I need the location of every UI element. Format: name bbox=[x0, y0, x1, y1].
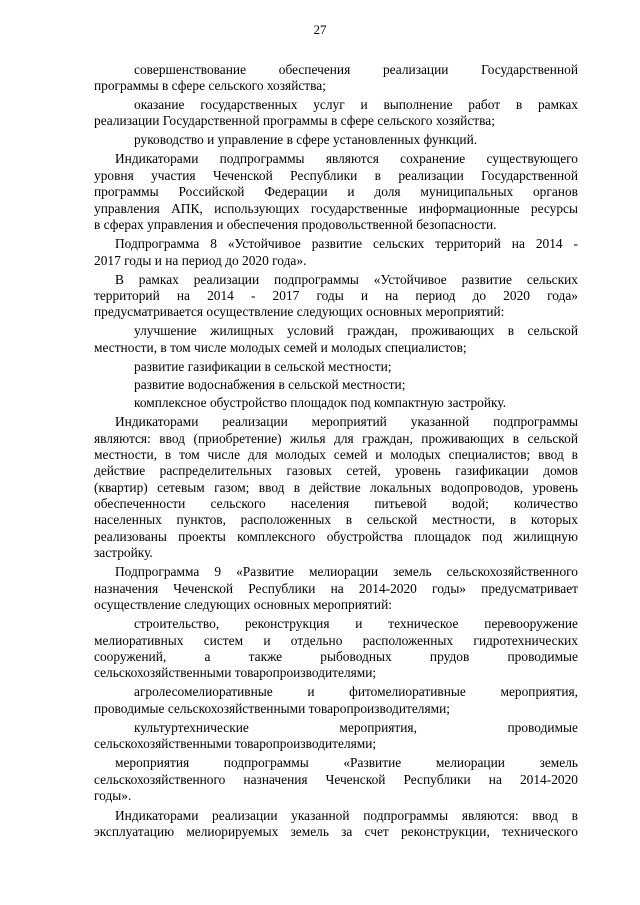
text-line: комплексное обустройство площадок под компактную застройку. bbox=[134, 395, 507, 410]
text-line: Подпрограмма 8 «Устойчивое развитие сельских территорий на 2014 - bbox=[115, 236, 578, 251]
text-line: реализованы проекты комплексного обустройства площадок под жилищную bbox=[94, 529, 578, 544]
text-line: агролесомелиоративные и фитомелиоративные мероприятия, bbox=[134, 684, 578, 699]
text-line: 2017 годы и на период до 2020 года». bbox=[94, 253, 307, 268]
text-line: строительство, реконструкция и техническое перевооружение bbox=[134, 616, 578, 631]
text-line: населенных пунктов, расположенных в сельской местности, в которых bbox=[94, 512, 578, 527]
text-line: местности, в том числе молодых семей и молодых специалистов; bbox=[94, 340, 467, 355]
text-line: оказание государственных услуг и выполнение работ в рамках bbox=[134, 97, 578, 112]
text-line: Индикаторами реализации мероприятий указанной подпрограммы bbox=[115, 414, 578, 429]
text-line: являются: ввод (приобретение) жилья для граждан, проживающих в сельской bbox=[94, 431, 578, 446]
text-line: сельскохозяйственными товаропроизводителями; bbox=[94, 665, 377, 680]
text-line: осуществление следующих основных мероприятий: bbox=[94, 597, 392, 612]
text-line: программы в сфере сельского хозяйства; bbox=[94, 78, 326, 93]
text-line: сооружений, а также рыбоводных прудов проводимые bbox=[94, 649, 578, 664]
text-line: реализации Государственной программы в сфере сельского хозяйства; bbox=[94, 113, 495, 128]
text-line: сельскохозяйственными товаропроизводителями; bbox=[94, 736, 377, 751]
text-line: мелиоративных систем и отдельно расположенных гидротехнических bbox=[94, 633, 578, 648]
text-line: назначения Чеченской Республики на 2014-2020 годы» предусматривает bbox=[94, 581, 578, 596]
text-line: застройку. bbox=[94, 545, 153, 560]
text-line: развитие газификации в сельской местности; bbox=[134, 359, 392, 374]
text-line: действие распределительных газовых сетей, уровень газификации домов bbox=[94, 463, 578, 478]
text-line: мероприятия подпрограммы «Развитие мелиорации земель bbox=[115, 755, 578, 770]
text-line: совершенствование обеспечения реализации Государственной bbox=[134, 62, 578, 77]
text-line: в сферах управления и обеспечения продовольственной безопасности. bbox=[94, 217, 497, 232]
text-line: Подпрограмма 9 «Развитие мелиорации земель сельскохозяйственного bbox=[115, 564, 578, 579]
text-line: управления АПК, использующих государственные информационные ресурсы bbox=[94, 201, 578, 216]
text-line: В рамках реализации подпрограммы «Устойчивое развитие сельских bbox=[115, 272, 578, 287]
page-number: 27 bbox=[313, 22, 327, 37]
text-line: (квартир) сетевым газом; ввод в действие локальных водопроводов, уровень bbox=[94, 480, 578, 495]
text-line: обеспеченности сельского населения питьевой водой; количество bbox=[94, 496, 578, 511]
text-line: программы Российской Федерации и доля муниципальных органов bbox=[94, 184, 578, 199]
text-line: развитие водоснабжения в сельской местности; bbox=[134, 377, 406, 392]
text-line: предусматривается осуществление следующих основных мероприятий: bbox=[94, 304, 505, 319]
text-line: территорий на 2014 - 2017 годы и на период до 2020 года» bbox=[94, 288, 578, 303]
text-line: годы». bbox=[94, 788, 132, 803]
text-line: уровня участия Чеченской Республики в реализации Государственной bbox=[94, 168, 578, 183]
text-line: эксплуатацию мелиорируемых земель за счет реконструкции, технического bbox=[94, 824, 578, 839]
text-line: руководство и управление в сфере установленных функций. bbox=[134, 132, 478, 147]
text-line: проводимые сельскохозяйственными товаропроизводителями; bbox=[94, 701, 450, 716]
text-line: культуртехнические мероприятия, проводимые bbox=[134, 720, 578, 735]
text-line: улучшение жилищных условий граждан, проживающих в сельской bbox=[134, 323, 578, 338]
text-line: Индикаторами реализации указанной подпрограммы являются: ввод в bbox=[115, 808, 578, 823]
text-line: местности, в том числе для молодых семей и молодых специалистов; ввод в bbox=[94, 447, 578, 462]
text-line: Индикаторами подпрограммы являются сохранение существующего bbox=[115, 151, 578, 166]
text-line: сельскохозяйственного назначения Чеченской Республики на 2014-2020 bbox=[94, 772, 578, 787]
